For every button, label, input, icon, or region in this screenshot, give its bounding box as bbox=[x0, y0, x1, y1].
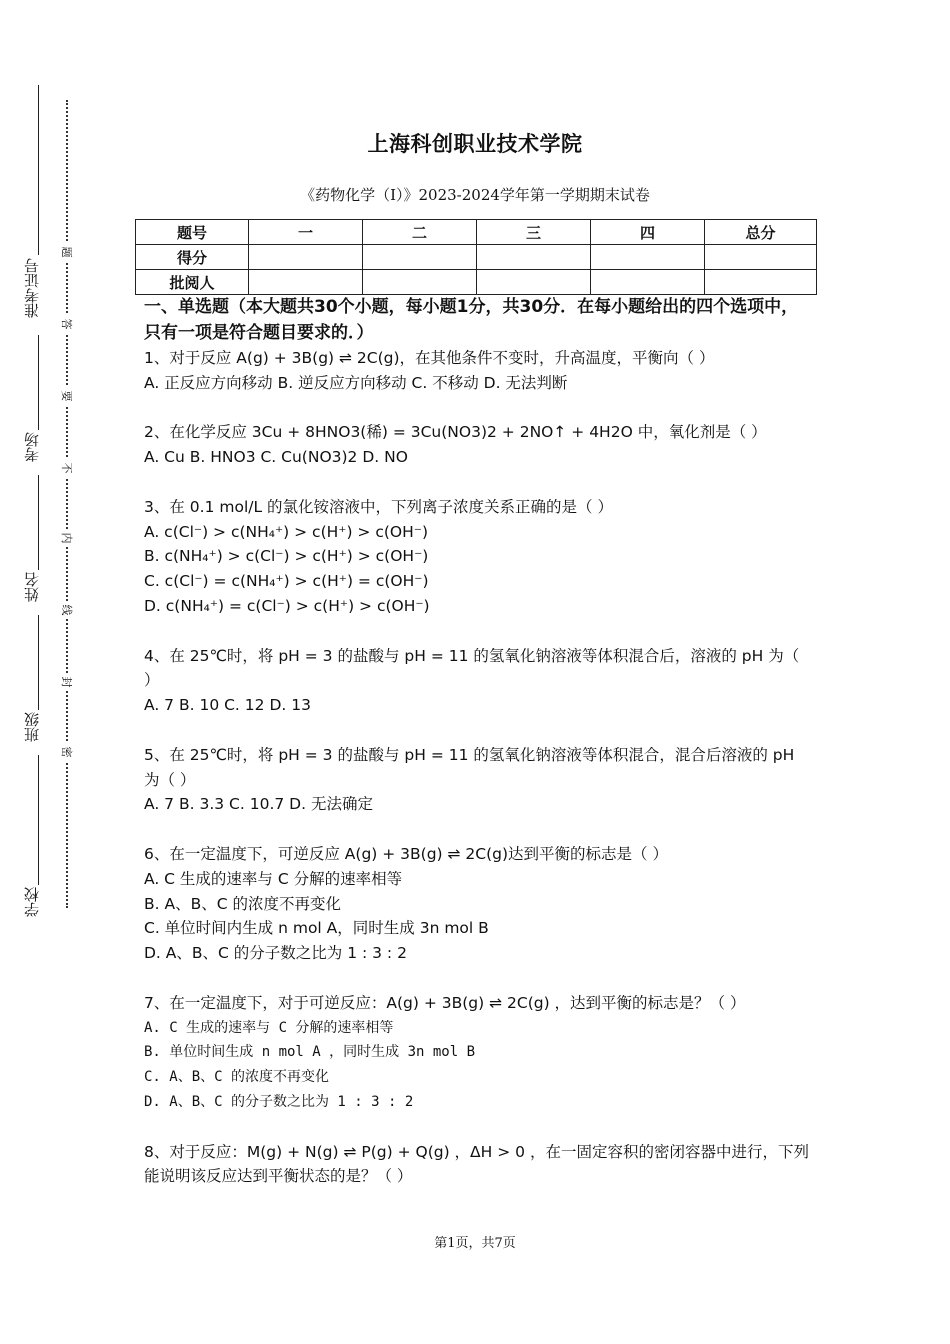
seal-char: 不 bbox=[59, 459, 75, 477]
score-cell[interactable] bbox=[477, 245, 591, 270]
score-cell[interactable] bbox=[591, 245, 705, 270]
grader-cell[interactable] bbox=[249, 270, 363, 295]
question-option: A. C 生成的速率与 C 分解的速率相等 bbox=[144, 1019, 394, 1036]
seal-char: 题 bbox=[59, 243, 75, 261]
score-cell[interactable] bbox=[705, 245, 817, 270]
question bbox=[144, 842, 810, 966]
question-stem: 1、对于反应 A(g) + 3B(g) ⇌ 2C(g)，在其他条件不变时，升高温度，平衡向（ ） bbox=[144, 349, 715, 367]
page-title: 上海科创职业技术学院 bbox=[367, 132, 583, 156]
seal-char: 内 bbox=[59, 529, 75, 547]
section-title: 一、单选题（本大题共30个小题，每小题1分，共30分．在每小题给出的四个选项中，只有一项是符合题目要求的．） bbox=[144, 297, 799, 343]
question-option: A. C 生成的速率与 C 分解的速率相等 bbox=[144, 869, 403, 888]
field-line bbox=[38, 615, 39, 710]
score-col-header: 四 bbox=[591, 220, 705, 245]
question bbox=[144, 495, 810, 619]
exam-subtitle: 《药物化学（I）》2023-2024学年第一学期期末试卷 bbox=[300, 186, 650, 204]
table-row bbox=[136, 245, 817, 270]
question-option: B. A、B、C 的浓度不再变化 bbox=[144, 894, 341, 913]
question bbox=[144, 991, 810, 1115]
question-option: A. c(Cl⁻) > c(NH₄⁺) > c(H⁺) > c(OH⁻) bbox=[144, 522, 429, 541]
question-option: A. 7 B. 10 C. 12 D. 13 bbox=[144, 696, 311, 715]
field-exam-room: 考场 bbox=[23, 432, 41, 462]
seal-char: 答 bbox=[59, 315, 75, 333]
question-option: B. c(NH₄⁺) > c(Cl⁻) > c(H⁺) > c(OH⁻) bbox=[144, 547, 429, 566]
field-line bbox=[38, 335, 39, 430]
question bbox=[144, 346, 810, 396]
field-class: 班级 bbox=[23, 712, 41, 742]
question-stem: 4、在 25℃时，将 pH = 3 的盐酸与 pH = 11 的氢氧化钠溶液等体积混合后，溶液的 pH 为（ ） bbox=[144, 646, 800, 690]
question-stem: 3、在 0.1 mol/L 的氯化铵溶液中，下列离子浓度关系正确的是（ ） bbox=[144, 497, 613, 516]
score-col-header: 二 bbox=[363, 220, 477, 245]
question-stem: 7、在一定温度下，对于可逆反应：A(g) + 3B(g) ⇌ 2C(g) ，达到平衡的标志是？（ ） bbox=[144, 993, 746, 1012]
exam-content bbox=[144, 294, 810, 1189]
question-option: A. 正反应方向移动 B. 逆反应方向移动 C. 不移动 D. 无法判断 bbox=[144, 373, 568, 392]
seal-char: 要 bbox=[59, 387, 75, 405]
field-line bbox=[38, 755, 39, 885]
grader-cell[interactable] bbox=[477, 270, 591, 295]
score-row-label: 得分 bbox=[136, 245, 249, 270]
question-option: C. A、B、C 的浓度不再变化 bbox=[144, 1069, 330, 1086]
field-name: 姓名 bbox=[23, 572, 41, 602]
question-option: B. 单位时间生成 n mol A ，同时生成 3n mol B bbox=[144, 1044, 476, 1061]
question bbox=[144, 1140, 810, 1190]
question-stem: 6、在一定温度下，可逆反应 A(g) + 3B(g) ⇌ 2C(g)达到平衡的标志是（ ） bbox=[144, 844, 668, 863]
question-stem: 2、在化学反应 3Cu + 8HNO3(稀) = 3Cu(NO3)2 + 2NO↑ + 4H2O 中，氧化剂是（ ） bbox=[144, 423, 767, 442]
page-footer: 第1页，共7页 bbox=[434, 1236, 516, 1251]
question-option: D. A、B、C 的分子数之比为 1 : 3 : 2 bbox=[144, 1093, 414, 1110]
table-row bbox=[136, 220, 817, 245]
question-option: D. A、B、C 的分子数之比为 1 : 3 : 2 bbox=[144, 944, 407, 963]
score-row-label: 批阅人 bbox=[136, 270, 249, 295]
table-row bbox=[136, 270, 817, 295]
field-line bbox=[38, 85, 39, 255]
question-stem: 8、对于反应：M(g) + N(g) ⇌ P(g) + Q(g) ，ΔH > 0 ，在一固定容积的密闭容器中进行，下列能说明该反应达到平衡状态的是？（ ） bbox=[144, 1142, 809, 1186]
score-table bbox=[135, 219, 817, 295]
seal-char: 封 bbox=[59, 673, 75, 691]
question-option: A. Cu B. HNO3 C. Cu(NO3)2 D. NO bbox=[144, 448, 408, 467]
score-cell[interactable] bbox=[249, 245, 363, 270]
score-col-header: 一 bbox=[249, 220, 363, 245]
question-option: C. 单位时间内生成 n mol A，同时生成 3n mol B bbox=[144, 919, 489, 938]
score-col-header: 三 bbox=[477, 220, 591, 245]
question-option: C. c(Cl⁻) = c(NH₄⁺) > c(H⁺) = c(OH⁻) bbox=[144, 572, 429, 591]
field-exam-number: 准考证号 bbox=[23, 258, 41, 318]
question-option: D. c(NH₄⁺) = c(Cl⁻) > c(H⁺) > c(OH⁻) bbox=[144, 596, 430, 615]
question-option: A. 7 B. 3.3 C. 10.7 D. 无法确定 bbox=[144, 795, 373, 814]
seal-char: 线 bbox=[59, 601, 75, 619]
score-col-header: 总分 bbox=[705, 220, 817, 245]
question bbox=[144, 743, 810, 817]
grader-cell[interactable] bbox=[705, 270, 817, 295]
grader-cell[interactable] bbox=[591, 270, 705, 295]
score-cell[interactable] bbox=[363, 245, 477, 270]
field-line bbox=[38, 475, 39, 570]
question bbox=[144, 644, 810, 718]
question bbox=[144, 420, 810, 470]
seal-dotted-line bbox=[66, 100, 68, 908]
grader-cell[interactable] bbox=[363, 270, 477, 295]
score-col-header: 题号 bbox=[136, 220, 249, 245]
seal-char: 密 bbox=[59, 743, 75, 761]
field-school: 学校 bbox=[23, 887, 41, 917]
question-stem: 5、在 25℃时，将 pH = 3 的盐酸与 pH = 11 的氢氧化钠溶液等体积混合，混合后溶液的 pH 为（ ） bbox=[144, 745, 795, 789]
